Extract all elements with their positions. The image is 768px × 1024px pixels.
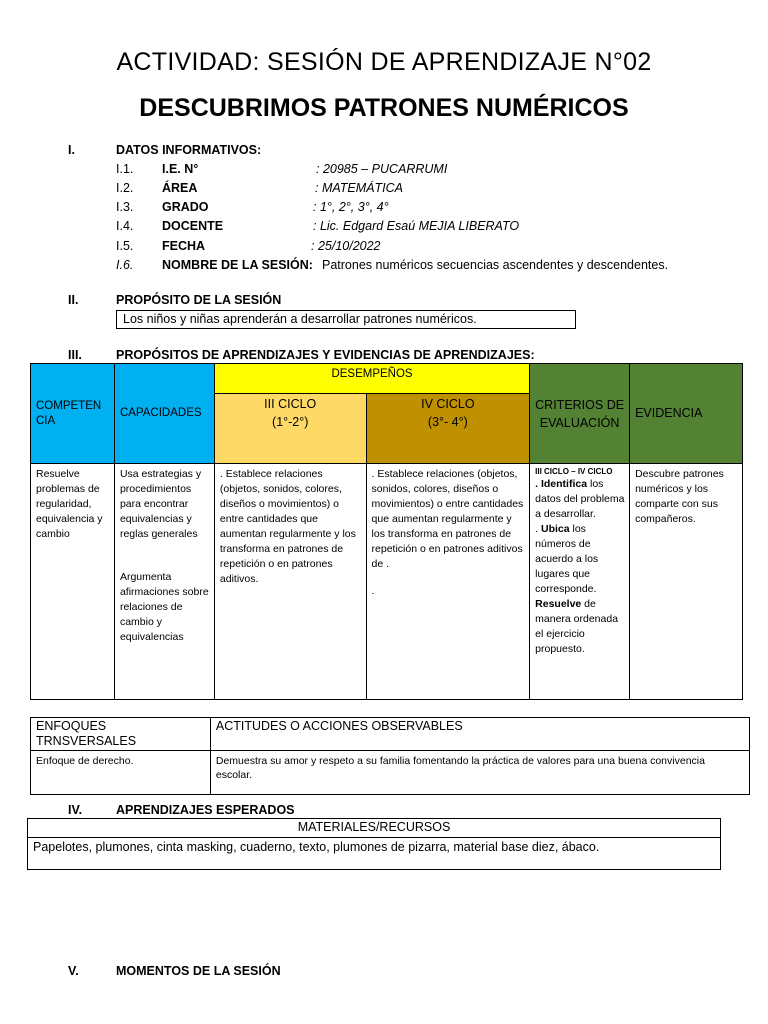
section-number: I. [68, 143, 75, 157]
page-title: ACTIVIDAD: SESIÓN DE APRENDIZAJE N°02 [116, 48, 652, 76]
info-label: GRADO [162, 200, 209, 214]
materiales-cell: Papelotes, plumones, cinta masking, cuaderno, texto, plumones de pizarra, material base diez, ábaco. [28, 838, 721, 870]
info-num: I.5. [116, 239, 134, 253]
ciclo3-title: III CICLO [264, 397, 317, 411]
capacidad-1: Usa estrategias y procedimientos para encontrar equivalencias y reglas generales [119, 468, 202, 540]
info-row-docente [116, 219, 520, 233]
enfoques-header: ENFOQUES TRNSVERSALES [31, 718, 211, 751]
capacidad-2: Argumenta afirmaciones sobre relaciones de cambio y equivalencias [119, 571, 209, 643]
info-label: I.E. N° [162, 162, 199, 176]
info-num: I.3. [116, 200, 134, 214]
criterios-cell [530, 464, 630, 700]
info-label: NOMBRE DE LA SESIÓN: [162, 258, 313, 272]
info-num: I.2. [116, 181, 134, 195]
ciclo4-text: . Establece relaciones (objetos, sonidos, colores, diseños o movimientos) o entre cantidades que aumentan regularmente y los transforma en patrones de repetición o en patrones aditivos de . [371, 468, 524, 570]
section-number: II. [68, 293, 79, 307]
header-ciclo4 [366, 394, 530, 464]
competencia-cell: Resuelve problemas de regularidad, equivalencia y cambio [31, 464, 115, 700]
ciclo4-title: IV CICLO [421, 397, 475, 411]
criterio-3-text: de manera ordenada el ejercicio propuesto. [535, 598, 619, 655]
header-competencia: COMPETEN CIA [31, 364, 115, 464]
ciclo3-cell: . Establece relaciones (objetos, sonidos, colores, diseños o movimientos) o entre cantidades que aumentan regularmente y los transforma en patrones de repetición o en patrones aditivos. [214, 464, 366, 700]
criterio-3 [535, 597, 626, 657]
section-title: DATOS INFORMATIVOS: [116, 143, 262, 157]
ciclo4-grades: (3°- 4°) [427, 415, 468, 429]
criterio-1-bold: . Identifica [535, 478, 588, 490]
criterio-3-bold: Resuelve [535, 598, 582, 610]
section-number: IV. [68, 803, 83, 817]
info-value: : MATEMÁTICA [315, 181, 403, 195]
info-row-fecha [116, 239, 381, 253]
info-num: I.1. [116, 162, 134, 176]
criterios-head: III CICLO – IV CICLO [535, 467, 613, 476]
capacidades-cell [114, 464, 214, 700]
criterio-2-pre: . [535, 523, 541, 535]
section-number: III. [68, 348, 82, 362]
info-label: DOCENTE [162, 219, 224, 233]
section-title: PROPÓSITOS DE APRENDIZAJES Y EVIDENCIAS DE APRENDIZAJES: [116, 348, 535, 362]
enfoques-table [30, 717, 750, 795]
criterio-2-bold: Ubica [540, 523, 570, 535]
info-row-grado [116, 200, 389, 214]
criterio-1-text: los datos del problema a desarrollar. [535, 478, 625, 520]
section-title: MOMENTOS DE LA SESIÓN [116, 964, 281, 978]
header-capacidades: CAPACIDADES [114, 364, 214, 464]
info-num: I.4. [116, 219, 134, 233]
actitud-cell: Demuestra su amor y respeto a su familia fomentando la práctica de valores para una buena convivencia escolar. [210, 751, 749, 795]
enfoque-cell: Enfoque de derecho. [31, 751, 211, 795]
header-desempenos: DESEMPEÑOS [214, 364, 529, 394]
section-number: V. [68, 964, 79, 978]
ciclo4-cell [366, 464, 530, 700]
criterio-2-text: los números de acuerdo a los lugares que corresponde. [535, 523, 599, 595]
header-criterios: CRITERIOS DE EVALUACIÓN [530, 364, 630, 464]
page-subtitle: DESCUBRIMOS PATRONES NUMÉRICOS [139, 94, 629, 122]
info-value: : 1°, 2°, 3°, 4° [313, 200, 389, 214]
actitudes-header: ACTITUDES O ACCIONES OBSERVABLES [210, 718, 749, 751]
info-label: FECHA [162, 239, 206, 253]
section-title: PROPÓSITO DE LA SESIÓN [116, 293, 282, 307]
materiales-table [27, 818, 721, 870]
info-label: ÁREA [162, 181, 198, 195]
purpose-box: Los niños y niñas aprenderán a desarrollar patrones numéricos. [116, 310, 576, 329]
info-row-ie [116, 162, 448, 176]
competencias-table [30, 363, 743, 700]
ciclo4-dot: . [371, 585, 375, 597]
ciclo3-grades: (1°-2°) [272, 415, 309, 429]
header-evidencia: EVIDENCIA [630, 364, 743, 464]
criterio-2 [535, 522, 626, 597]
evidencia-cell: Descubre patrones numéricos y los comparte con sus compañeros. [630, 464, 743, 700]
info-value: : 20985 – PUCARRUMI [316, 162, 448, 176]
info-num: I.6. [116, 258, 134, 272]
info-row-area [116, 181, 403, 195]
info-value: : Lic. Edgard Esaú MEJIA LIBERATO [313, 219, 520, 233]
section-title: APRENDIZAJES ESPERADOS [116, 803, 295, 817]
criterio-1 [535, 477, 626, 522]
header-ciclo3 [214, 394, 366, 464]
info-row-sesion [116, 258, 669, 272]
info-value: Patrones numéricos secuencias ascendentes y descendentes. [322, 258, 669, 272]
materiales-header: MATERIALES/RECURSOS [28, 819, 721, 838]
info-value: : 25/10/2022 [311, 239, 381, 253]
